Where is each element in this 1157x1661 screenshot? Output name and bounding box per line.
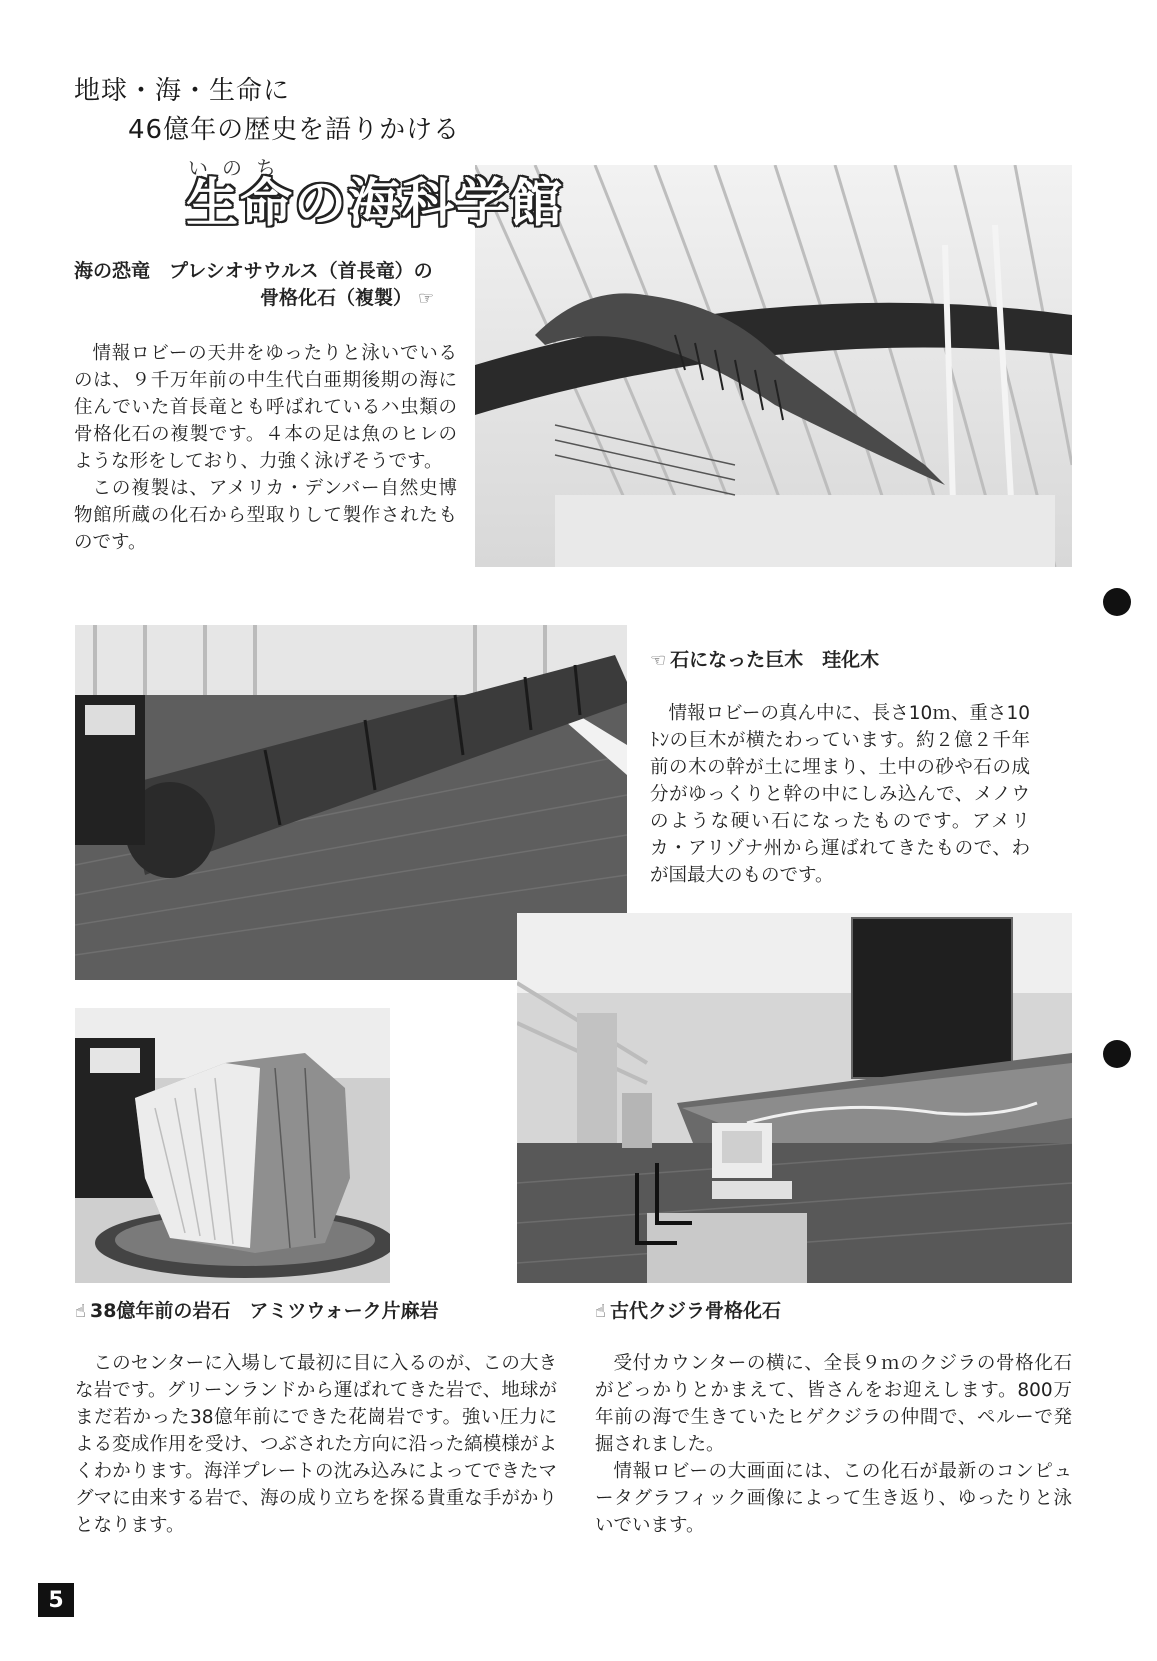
plesiosaur-caption-line-2 [260, 285, 438, 312]
plesiosaur-body [74, 340, 457, 556]
kicker-line-2: 46億年の歴史を語りかける [128, 115, 461, 145]
paragraph: 情報ロビーの天井をゆったりと泳いでいるのは、９千万年前の中生代白亜期後期の海に住んでいた首長竜とも呼ばれているハ虫類の骨格化石の複製です。４本の足は魚のヒレのような形をしており、力強く泳げそうです。 [74, 343, 457, 472]
page-number: 5 [38, 1583, 74, 1617]
plesiosaur-caption-text: 骨格化石（複製） [260, 287, 413, 309]
pointing-hand-icon: ☜ [650, 650, 667, 671]
paragraph: このセンターに入場して最初に目に入るのが、この大きな岩です。グリーンランドから運ばれてきた岩で、地球がまだ若かった38億年前にできた花崗岩です。強い圧力による変成作用を受け、つぶされた方向に沿った縞模様がよくわかります。海洋プレートの沈み込みによってできたマグマに由来する岩で、海の成り立ちを探る貴重な手がかりとなります。 [75, 1353, 557, 1536]
rock-body [75, 1350, 557, 1539]
gneiss-rock-photo [75, 1008, 390, 1283]
petrified-wood-body [650, 700, 1030, 889]
pointing-hand-icon: ☝ [75, 1301, 86, 1322]
paragraph: 受付カウンターの横に、全長９ｍのクジラの骨格化石がどっかりとかまえて、皆さんをお迎えします。800万年前の海で生きていたヒゲクジラの仲間で、ペルーで発掘されました。 [595, 1353, 1072, 1455]
whale-body [595, 1350, 1072, 1539]
page-title: 生命の海科学館 [186, 174, 565, 234]
title-ruby: いのち [188, 156, 290, 180]
paragraph: 情報ロビーの真ん中に、長さ10ｍ、重さ10ﾄﾝの巨木が横たわっています。約２億２千年前の木の幹が土に埋まり、土中の砂や石の成分がゆっくりと幹の中にしみ込んで、メノウのような硬い石になったものです。アメリカ・アリゾナ州から運ばれてきたもので、わが国最大のものです。 [650, 703, 1030, 886]
kicker-line-1: 地球・海・生命に [74, 76, 291, 106]
paragraph: この複製は、アメリカ・デンバー自然史博物館所蔵の化石から型取りして製作されたものです。 [74, 478, 457, 553]
rock-caption-text: 38億年前の岩石 アミツウォーク片麻岩 [89, 1300, 439, 1322]
petrified-wood-caption [650, 647, 879, 674]
plesiosaur-skeleton-photo [475, 165, 1072, 567]
whale-caption-text: 古代クジラ骨格化石 [609, 1300, 781, 1322]
whale-fossil-photo [517, 913, 1072, 1283]
petrified-wood-caption-text: 石になった巨木 珪化木 [670, 649, 880, 671]
whale-caption [595, 1298, 781, 1325]
rock-caption [75, 1298, 439, 1325]
pointing-hand-icon: ☝ [595, 1301, 606, 1322]
plesiosaur-caption-line-1: 海の恐竜 プレシオサウルス（首長竜）の [74, 260, 433, 282]
binder-dot [1103, 1040, 1131, 1068]
binder-dot [1103, 588, 1131, 616]
pointing-hand-icon: ☞ [418, 288, 435, 309]
paragraph: 情報ロビーの大画面には、この化石が最新のコンピュータグラフィック画像によって生き返り、ゆったりと泳いでいます。 [595, 1461, 1072, 1536]
